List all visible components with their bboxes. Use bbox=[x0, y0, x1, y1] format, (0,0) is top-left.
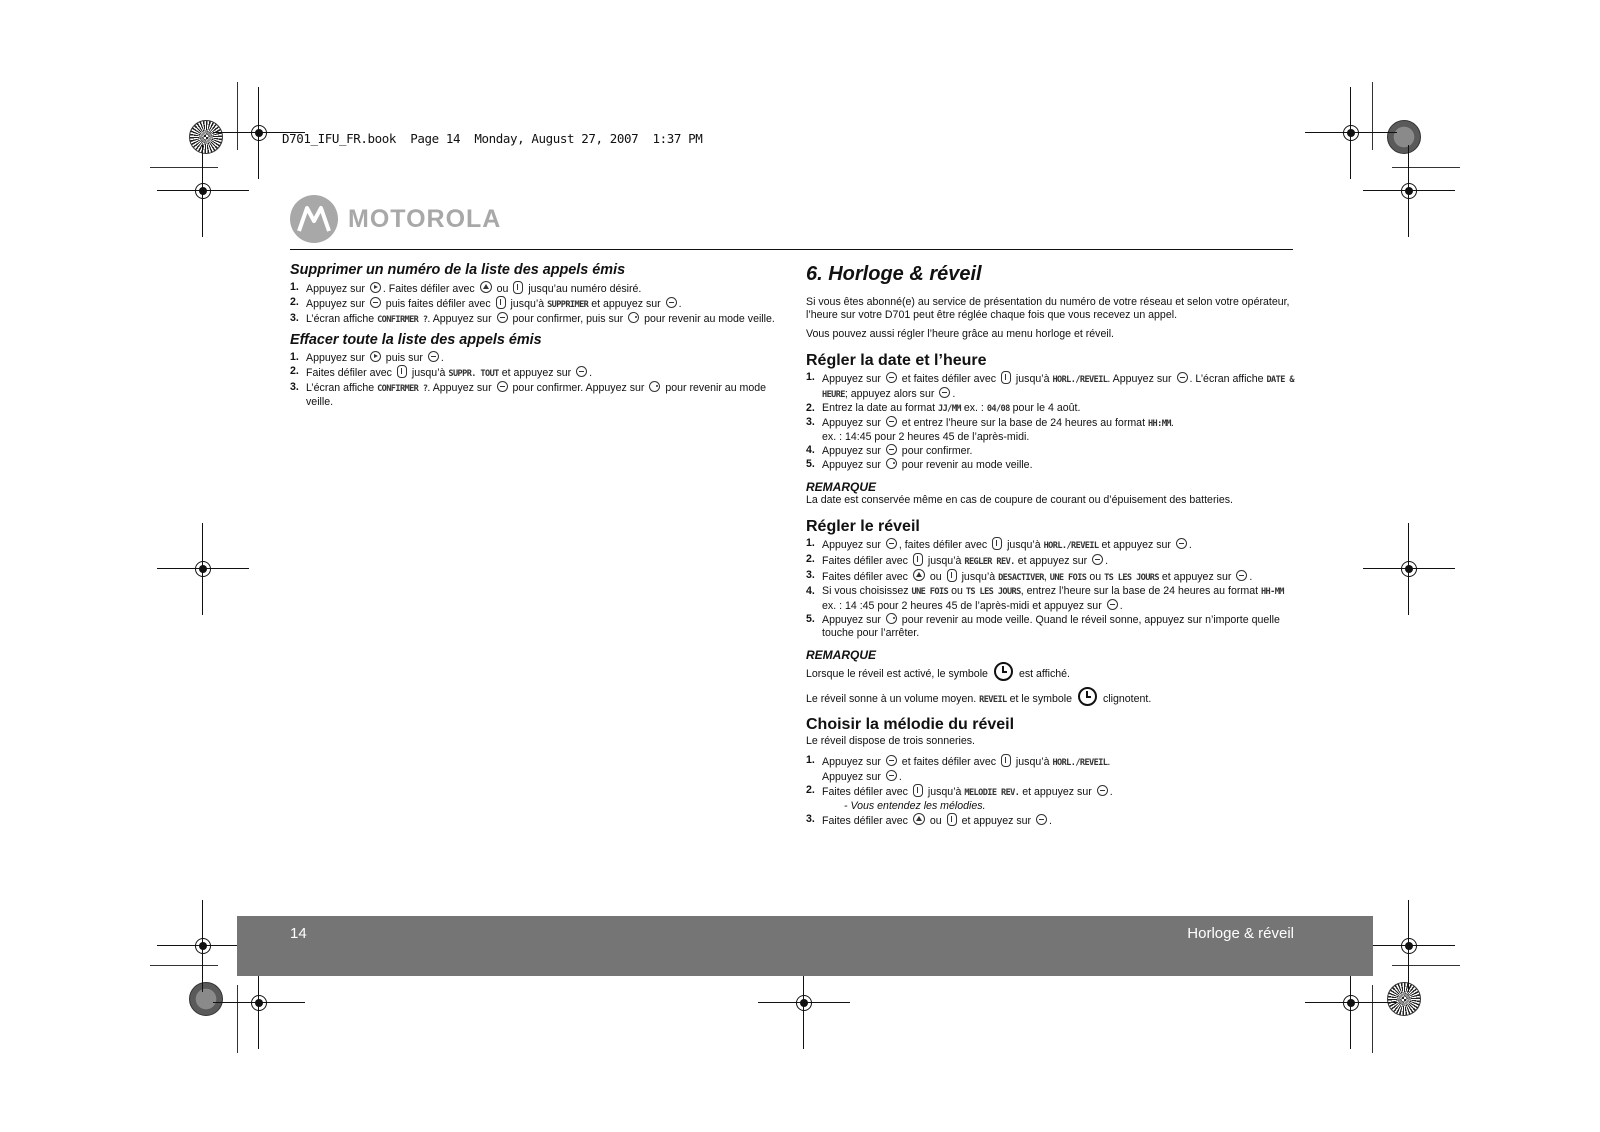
lcd-text: DESACTIVER bbox=[998, 573, 1044, 583]
steps-list bbox=[290, 351, 780, 409]
menu-key-icon bbox=[1236, 570, 1247, 581]
menu-key-icon bbox=[939, 387, 950, 398]
lcd-text: UNE FOIS bbox=[1049, 573, 1087, 583]
lcd-text: SUPPR. TOUT bbox=[448, 369, 499, 379]
note-title: REMARQUE bbox=[806, 648, 877, 662]
note-text: La date est conservée même en cas de coupure de courant ou d’épuisement des batteries. bbox=[806, 494, 1233, 506]
menu-key-icon bbox=[370, 297, 381, 308]
list-item: 3. Appuyez sur et entrez l’heure sur la base de 24 heures au format HH:MM. ex. : 14:45 pour 2 heures 45 de l’après-midi. bbox=[806, 416, 1174, 443]
scroll-key-icon bbox=[1001, 371, 1011, 384]
back-key-icon bbox=[649, 381, 660, 392]
list-item: 4. Appuyez sur pour confirmer. bbox=[806, 444, 973, 457]
lcd-text: SUPPRIMER bbox=[547, 300, 589, 310]
alarm-clock-icon bbox=[1078, 687, 1097, 706]
lcd-text: TS LES JOURS bbox=[1104, 573, 1159, 583]
steps-list bbox=[806, 371, 1296, 472]
lcd-text: HORL./REVEIL bbox=[1052, 375, 1108, 385]
play-key-icon bbox=[370, 351, 381, 362]
list-item: 2. Entrez la date au format JJ/MM ex. : 04/08 pour le 4 août. bbox=[806, 402, 1081, 414]
section-intro: Le réveil dispose de trois sonneries. bbox=[806, 735, 976, 747]
section-title: Régler la date et l’heure bbox=[806, 352, 987, 369]
list-item: 5. Appuyez sur pour revenir au mode veille. Quand le réveil sonne, appuyez sur n’importe quelle touche pour l’arrêter. bbox=[806, 613, 1280, 639]
scroll-up-key-icon bbox=[480, 281, 492, 293]
trim-line bbox=[1392, 965, 1460, 966]
alarm-clock-icon bbox=[994, 662, 1013, 681]
crosshair-mark-icon bbox=[1397, 934, 1421, 958]
brand-logo bbox=[290, 195, 501, 243]
crosshair-mark-icon bbox=[191, 179, 215, 203]
section-title: Régler le réveil bbox=[806, 518, 920, 535]
lcd-text: 04/08 bbox=[986, 404, 1010, 414]
lcd-text: CONFIRMER ? bbox=[377, 384, 428, 394]
list-item: 3. Faites défiler avec ou jusqu’à DESACTIVER, UNE FOIS ou TS LES JOURS et appuyez sur . bbox=[806, 569, 1253, 583]
scroll-key-icon bbox=[1001, 754, 1011, 767]
lcd-text: HH-MM bbox=[1260, 587, 1284, 597]
note-title: REMARQUE bbox=[806, 480, 877, 494]
crosshair-mark-icon bbox=[191, 557, 215, 581]
scroll-key-icon bbox=[913, 784, 923, 797]
scroll-key-icon bbox=[513, 281, 523, 294]
list-item: 1. Appuyez sur , faites défiler avec jusqu’à HORL./REVEIL et appuyez sur . bbox=[806, 537, 1192, 551]
lcd-text: REVEIL bbox=[979, 695, 1007, 705]
registration-disc-icon bbox=[189, 120, 223, 154]
section-title: Effacer toute la liste des appels émis bbox=[290, 332, 542, 348]
menu-key-icon bbox=[886, 770, 897, 781]
sub-step: - Vous entendez les mélodies. bbox=[844, 800, 986, 812]
scroll-key-icon bbox=[913, 553, 923, 566]
menu-key-icon bbox=[1097, 785, 1108, 796]
section-title: Choisir la mélodie du réveil bbox=[806, 716, 1015, 733]
note-text: Lorsque le réveil est activé, le symbole est affiché. bbox=[806, 662, 1296, 681]
trim-line bbox=[237, 82, 238, 150]
scroll-up-key-icon bbox=[913, 569, 925, 581]
crosshair-mark-icon bbox=[247, 121, 271, 145]
menu-key-icon bbox=[886, 444, 897, 455]
list-item: 1. Appuyez sur . Faites défiler avec ou jusqu’au numéro désiré. bbox=[290, 281, 642, 295]
crosshair-mark-icon bbox=[792, 991, 816, 1015]
menu-key-icon bbox=[886, 372, 897, 383]
list-item: 3. Faites défiler avec ou et appuyez sur . bbox=[806, 813, 1052, 827]
trim-line bbox=[1372, 985, 1373, 1053]
crosshair-mark-icon bbox=[1397, 179, 1421, 203]
list-item: 1. Appuyez sur et faites défiler avec jusqu’à HORL./REVEIL. Appuyez sur . L’écran affiche DATE & HEURE; appuyez alors sur . bbox=[806, 371, 1294, 400]
menu-key-icon bbox=[497, 312, 508, 323]
scroll-key-icon bbox=[397, 365, 407, 378]
trim-line bbox=[150, 167, 218, 168]
note-text: Le réveil sonne à un volume moyen. REVEIL et le symbole clignotent. bbox=[806, 687, 1296, 707]
trim-line bbox=[1372, 82, 1373, 150]
lcd-text: DATE & HEURE bbox=[822, 375, 1294, 400]
intro-paragraph: Vous pouvez aussi régler l’heure grâce au menu horloge et réveil. bbox=[806, 328, 1114, 340]
right-column bbox=[806, 262, 1296, 828]
chapter-title: 6. Horloge & réveil bbox=[806, 263, 982, 285]
menu-key-icon bbox=[1107, 599, 1118, 610]
footer-section-title: Horloge & réveil bbox=[1187, 925, 1294, 942]
list-item: 1. Appuyez sur et faites défiler avec jusqu’à HORL./REVEIL. Appuyez sur . bbox=[806, 754, 1111, 783]
menu-key-icon bbox=[576, 366, 587, 377]
menu-key-icon bbox=[886, 538, 897, 549]
motorola-batwing-icon bbox=[290, 195, 338, 243]
lcd-text: REGLER REV. bbox=[964, 557, 1015, 567]
lcd-text: JJ/MM bbox=[938, 404, 961, 414]
lcd-text: TS LES JOURS bbox=[965, 587, 1021, 597]
trim-line bbox=[1392, 167, 1460, 168]
steps-list bbox=[806, 537, 1296, 640]
lcd-text: CONFIRMER ? bbox=[377, 315, 428, 325]
section-title: Supprimer un numéro de la liste des appels émis bbox=[290, 262, 626, 278]
menu-key-icon bbox=[666, 297, 677, 308]
list-item: 1. Appuyez sur puis sur . bbox=[290, 351, 444, 364]
crosshair-mark-icon bbox=[191, 934, 215, 958]
lcd-text: UNE FOIS bbox=[911, 587, 949, 597]
list-item: 2. Faites défiler avec jusqu’à MELODIE REV. et appuyez sur . - Vous entendez les mélodies. bbox=[806, 784, 1113, 812]
play-key-icon bbox=[370, 282, 381, 293]
registration-disc-icon bbox=[1387, 120, 1421, 154]
scroll-up-key-icon bbox=[913, 813, 925, 825]
menu-key-icon bbox=[1177, 372, 1188, 383]
scroll-key-icon bbox=[496, 296, 506, 309]
lcd-text: HH:MM bbox=[1147, 419, 1171, 429]
left-column bbox=[290, 262, 780, 409]
menu-key-icon bbox=[886, 416, 897, 427]
crosshair-mark-icon bbox=[1339, 121, 1363, 145]
scroll-key-icon bbox=[947, 813, 957, 826]
menu-key-icon bbox=[1092, 554, 1103, 565]
trim-line bbox=[150, 965, 218, 966]
list-item: 3. L’écran affiche CONFIRMER ?. Appuyez sur pour confirmer, puis sur pour revenir au mode veille. bbox=[290, 312, 775, 325]
back-key-icon bbox=[628, 312, 639, 323]
list-item: 3. L’écran affiche CONFIRMER ?. Appuyez sur pour confirmer. Appuyez sur pour revenir au mode veille. bbox=[290, 381, 767, 408]
list-item: 2. Appuyez sur puis faites défiler avec jusqu’à SUPPRIMER et appuyez sur . bbox=[290, 296, 682, 310]
back-key-icon bbox=[886, 458, 897, 469]
trim-line bbox=[237, 985, 238, 1053]
header-rule bbox=[290, 249, 1293, 250]
lcd-text: HORL./REVEIL bbox=[1043, 541, 1099, 551]
menu-key-icon bbox=[428, 351, 439, 362]
menu-key-icon bbox=[497, 381, 508, 392]
steps-list bbox=[290, 281, 780, 327]
list-item: 5. Appuyez sur pour revenir au mode veille. bbox=[806, 458, 1033, 471]
list-item: 2. Faites défiler avec jusqu’à SUPPR. TOUT et appuyez sur . bbox=[290, 365, 593, 379]
lcd-text: HORL./REVEIL bbox=[1052, 758, 1108, 768]
menu-key-icon bbox=[886, 755, 897, 766]
registration-disc-icon bbox=[1387, 982, 1421, 1016]
menu-key-icon bbox=[1036, 814, 1047, 825]
crosshair-mark-icon bbox=[1397, 557, 1421, 581]
page-number: 14 bbox=[290, 925, 307, 942]
book-meta-line: D701_IFU_FR.book Page 14 Monday, August 27, 2007 1:37 PM bbox=[282, 131, 703, 146]
steps-list bbox=[806, 754, 1296, 828]
scroll-key-icon bbox=[992, 537, 1002, 550]
registration-disc-icon bbox=[189, 982, 223, 1016]
list-item: 2. Faites défiler avec jusqu’à REGLER REV. et appuyez sur . bbox=[806, 553, 1109, 567]
back-key-icon bbox=[886, 613, 897, 624]
crosshair-mark-icon bbox=[247, 991, 271, 1015]
lcd-text: MELODIE REV. bbox=[964, 788, 1020, 798]
list-item: 4. Si vous choisissez UNE FOIS ou TS LES JOURS, entrez l’heure sur la base de 24 heures au format HH-MM ex. : 14 :45 pour 2 heures 45 de l’après-midi et appuyez sur . bbox=[806, 585, 1284, 612]
scroll-key-icon bbox=[947, 569, 957, 582]
intro-paragraph: Si vous êtes abonné(e) au service de présentation du numéro de votre réseau et selon votre opérateur, l’heure sur votre D701 peut être réglée chaque fois que vous recevez un appel. bbox=[806, 296, 1290, 321]
crosshair-mark-icon bbox=[1339, 991, 1363, 1015]
menu-key-icon bbox=[1176, 538, 1187, 549]
brand-wordmark: MOTOROLA bbox=[348, 204, 502, 233]
